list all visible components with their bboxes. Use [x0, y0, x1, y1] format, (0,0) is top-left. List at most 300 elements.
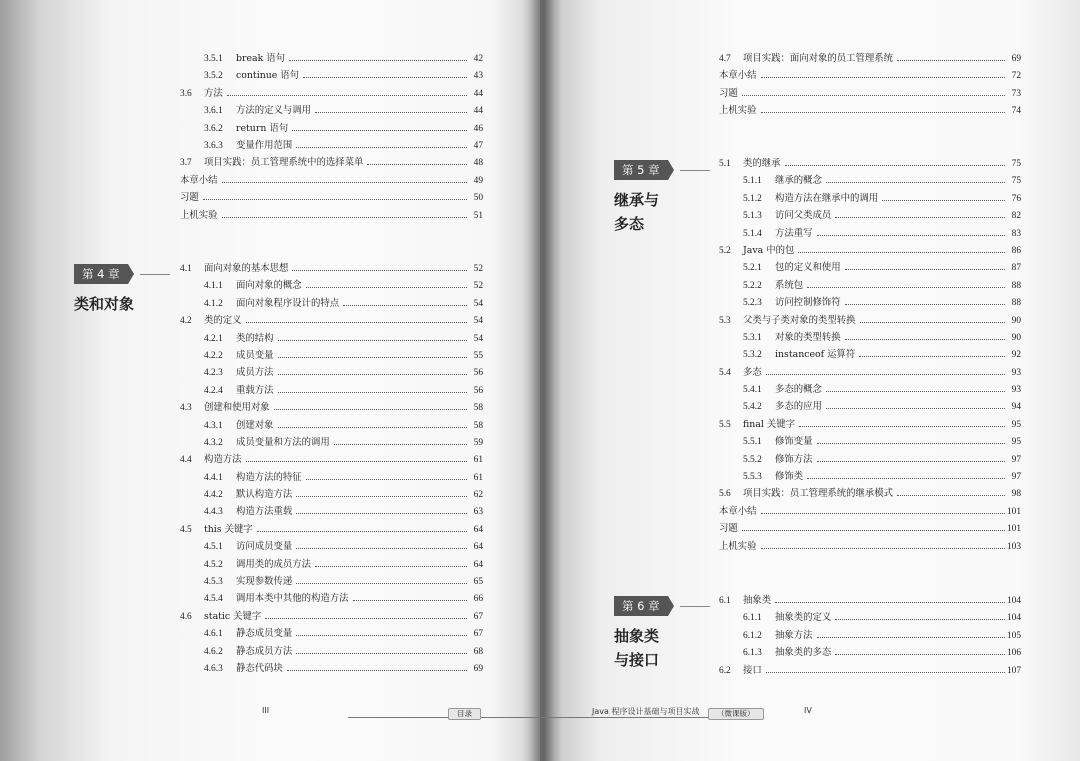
edition-tab: （微课版） [708, 708, 764, 720]
toc-dot-leader [807, 287, 1005, 288]
toc-entry-title: 成员方法 [236, 367, 274, 379]
toc-entry-number: 3.5.2 [204, 71, 223, 82]
toc-entry-number: 5.4.1 [743, 385, 762, 396]
toc-entry-page: 50 [473, 193, 483, 204]
toc-entry-number: 4.4.3 [204, 507, 223, 518]
toc-entry-page: 64 [473, 559, 483, 570]
toc-entry-title: 访问成员变量 [236, 541, 293, 553]
toc-entry [180, 312, 483, 329]
toc-entry [180, 538, 483, 555]
toc-dot-leader [246, 461, 467, 462]
toc-entry-number: 4.5 [180, 524, 192, 535]
toc-dot-leader [343, 305, 467, 306]
toc-chapter-4 [180, 260, 483, 677]
toc-entry-page: 88 [1011, 280, 1021, 291]
toc-entry [719, 242, 1021, 259]
toc-entry-title: 调用类的成员方法 [236, 558, 312, 570]
toc-dot-leader [897, 495, 1005, 496]
toc-entry-page: 48 [473, 158, 483, 169]
toc-entry-title: 默认构造方法 [236, 489, 293, 501]
toc-entry-page: 95 [1011, 419, 1021, 430]
toc-entry-number: 4.2 [180, 316, 192, 327]
toc-entry-title: Java 中的包 [743, 244, 795, 256]
toc-entry-number: 4.5.3 [204, 577, 223, 588]
toc-entry-title: 多态 [743, 366, 762, 378]
toc-entry-title: 修饰变量 [775, 436, 813, 448]
toc-entry [719, 155, 1021, 172]
toc-entry [719, 538, 1021, 555]
toc-entry-number: 3.7 [180, 158, 192, 169]
toc-dot-leader [817, 637, 1005, 638]
toc-entry-number: 4.4.1 [204, 472, 223, 483]
toc-dot-leader [265, 618, 467, 619]
toc-entry [180, 643, 483, 660]
toc-entry-page: 69 [473, 663, 483, 674]
toc-dot-leader [292, 130, 467, 131]
toc-entry [180, 573, 483, 590]
toc-entry-page: 75 [1011, 159, 1021, 169]
toc-dot-leader [287, 670, 467, 671]
toc-entry-page: 66 [473, 594, 483, 605]
toc-dot-leader [278, 392, 467, 393]
toc-entry-title: 重载方法 [236, 384, 274, 396]
toc-entry-number: 4.4.2 [204, 490, 223, 501]
toc-entry [180, 137, 483, 154]
toc-entry-page: 44 [473, 106, 483, 117]
toc-entry-number: 5.5.1 [743, 437, 762, 448]
chapter-6-title-line-2: 与接口 [614, 651, 660, 669]
toc-entry-title: 方法的定义与调用 [236, 105, 312, 117]
toc-entry [719, 451, 1021, 468]
toc-entry [719, 398, 1021, 415]
toc-dot-leader [766, 374, 1005, 375]
toc-dot-leader [292, 270, 467, 271]
toc-entry-number: 5.2.1 [743, 263, 762, 274]
toc-dot-leader [246, 322, 467, 323]
toc-entry [180, 625, 483, 642]
toc-entry [180, 207, 483, 224]
toc-dot-leader [761, 548, 1005, 549]
toc-entry-title: 项目实践：员工管理系统的继承模式 [743, 488, 894, 500]
toc-entry-number: 3.6 [180, 88, 192, 99]
toc-entry-title: 面向对象的基本思想 [204, 263, 289, 274]
toc-entry [719, 609, 1021, 626]
toc-entry-title: 本章小结 [719, 70, 757, 82]
toc-entry-title: 构造方法的特征 [236, 471, 302, 483]
toc-entry [719, 627, 1021, 644]
toc-entry-page: 106 [1006, 648, 1021, 659]
toc-dot-leader [306, 479, 467, 480]
toc-entry [180, 556, 483, 573]
toc-entry [719, 259, 1021, 276]
toc-entry-page: 107 [1006, 665, 1021, 676]
toc-entry-title: 抽象类 [743, 595, 772, 606]
toc-entry [180, 347, 483, 364]
toc-entry [719, 102, 1021, 119]
toc-entry [719, 190, 1021, 207]
toc-dot-leader [845, 269, 1005, 270]
toc-entry [180, 382, 483, 399]
toc-entry-number: 5.3.1 [743, 332, 762, 343]
chapter-6-badge: 第 6 章 [614, 596, 668, 616]
toc-dot-leader [306, 287, 467, 288]
toc-dot-leader [761, 77, 1005, 78]
toc-dot-leader [296, 583, 467, 584]
footer-tab-toc: 目录 [448, 708, 481, 720]
toc-entry [719, 468, 1021, 485]
toc-entry-title: 调用本类中其他的构造方法 [236, 593, 349, 605]
toc-entry-page: 43 [473, 71, 483, 82]
toc-entry-title: 项目实践：员工管理系统中的选择菜单 [204, 157, 364, 169]
toc-entry-number: 5.4 [719, 367, 731, 378]
chapter-5-title-line-1: 继承与 [614, 191, 660, 209]
toc-entry-page: 42 [473, 54, 483, 64]
toc-entry-page: 97 [1011, 454, 1021, 465]
toc-entry-title: break 语句 [236, 53, 286, 64]
toc-entry [180, 120, 483, 137]
toc-entry-page: 54 [473, 298, 483, 309]
toc-entry-title: 访问控制修饰符 [775, 297, 841, 309]
toc-entry-title: return 语句 [236, 122, 289, 134]
toc-entry [719, 364, 1021, 381]
toc-dot-leader [785, 165, 1005, 166]
chapter-5-title [614, 188, 659, 236]
toc-entry-page: 52 [473, 281, 483, 292]
toc-entry-page: 54 [473, 333, 483, 344]
toc-entry-number: 6.1 [719, 596, 731, 606]
toc-entry-page: 52 [473, 264, 483, 274]
toc-entry [180, 67, 483, 84]
left-footer-line [348, 717, 540, 718]
toc-dot-leader [845, 304, 1005, 305]
toc-entry-page: 95 [1011, 437, 1021, 448]
toc-entry-page: 73 [1011, 88, 1021, 99]
toc-entry-page: 59 [473, 437, 483, 448]
toc-entry [719, 277, 1021, 294]
toc-entry-number: 4.2.2 [204, 350, 223, 361]
toc-entry-title: 项目实践：面向对象的员工管理系统 [743, 53, 894, 64]
toc-entry-page: 82 [1011, 211, 1021, 222]
toc-left-top [180, 50, 483, 224]
toc-entry [180, 154, 483, 171]
toc-entry-page: 101 [1006, 524, 1021, 535]
toc-dot-leader [296, 548, 467, 549]
toc-entry-number: 4.6 [180, 611, 192, 622]
toc-entry-title: 抽象方法 [775, 629, 813, 641]
toc-entry-page: 105 [1006, 630, 1021, 641]
toc-entry [180, 590, 483, 607]
toc-entry-page: 83 [1011, 228, 1021, 239]
toc-entry-title: 本章小结 [719, 505, 757, 517]
toc-entry-title: 访问父类成员 [775, 210, 832, 222]
toc-dot-leader [835, 654, 1005, 655]
toc-dot-leader [826, 408, 1005, 409]
toc-entry-title: 方法 [204, 87, 223, 99]
toc-entry-page: 86 [1011, 245, 1021, 256]
right-footer-line [540, 717, 720, 718]
toc-entry-number: 5.1.2 [743, 193, 762, 204]
toc-entry-number: 4.3.1 [204, 420, 223, 431]
toc-dot-leader [835, 217, 1005, 218]
toc-dot-leader [257, 531, 467, 532]
toc-entry-title: continue 语句 [236, 70, 300, 82]
toc-dot-leader [798, 252, 1005, 253]
toc-entry-title: 抽象类的多态 [775, 647, 832, 659]
toc-entry-title: 修饰方法 [775, 453, 813, 465]
toc-entry-number: 3.6.2 [204, 123, 223, 134]
toc-dot-leader [799, 426, 1005, 427]
toc-entry [180, 189, 483, 206]
toc-entry-page: 75 [1011, 176, 1021, 187]
toc-dot-leader [296, 635, 467, 636]
toc-right-top [719, 50, 1021, 120]
toc-dot-leader [296, 147, 467, 148]
toc-entry-page: 64 [473, 524, 483, 535]
toc-entry-number: 5.6 [719, 489, 731, 500]
toc-entry-title: 上机实验 [719, 105, 757, 117]
toc-dot-leader [296, 653, 467, 654]
toc-entry-page: 63 [473, 507, 483, 518]
toc-dot-leader [278, 427, 467, 428]
toc-entry-title: 方法重写 [775, 227, 813, 239]
toc-dot-leader [742, 95, 1005, 96]
toc-entry-title: 修饰类 [775, 471, 804, 483]
toc-entry [180, 660, 483, 677]
toc-entry-title: 变量作用范围 [236, 139, 293, 151]
toc-dot-leader [334, 444, 467, 445]
toc-entry-number: 4.4 [180, 455, 192, 466]
toc-entry-page: 103 [1006, 541, 1021, 552]
toc-entry-page: 58 [473, 420, 483, 431]
toc-entry [180, 417, 483, 434]
toc-entry-number: 3.6.1 [204, 106, 223, 117]
toc-entry-number: 4.2.4 [204, 385, 223, 396]
toc-entry-number: 6.1.2 [743, 630, 762, 641]
toc-dot-leader [303, 77, 467, 78]
toc-entry [180, 102, 483, 119]
toc-entry [719, 520, 1021, 537]
toc-entry-number: 4.6.3 [204, 663, 223, 674]
toc-entry-page: 68 [473, 646, 483, 657]
toc-entry-page: 51 [473, 210, 483, 221]
chapter-5-title-line-2: 多态 [614, 215, 645, 233]
toc-entry-page: 67 [473, 629, 483, 640]
toc-entry-page: 97 [1011, 472, 1021, 483]
toc-entry-number: 5.4.2 [743, 402, 762, 413]
toc-dot-leader [278, 374, 467, 375]
toc-entry-title: 多态的概念 [775, 384, 822, 396]
toc-entry-number: 3.6.3 [204, 140, 223, 151]
toc-entry [180, 330, 483, 347]
toc-entry-title: 构造方法重载 [236, 506, 293, 518]
toc-dot-leader [353, 600, 467, 601]
toc-entry-number: 5.2.3 [743, 298, 762, 309]
toc-entry-title: 面向对象程序设计的特点 [236, 297, 340, 309]
toc-entry [719, 172, 1021, 189]
toc-dot-leader [278, 340, 467, 341]
toc-entry [180, 260, 483, 277]
toc-entry-number: 5.5.2 [743, 454, 762, 465]
toc-entry-number: 5.5 [719, 419, 731, 430]
toc-entry-title: 继承的概念 [775, 175, 822, 187]
toc-entry-number: 6.1.1 [743, 613, 762, 624]
toc-dot-leader [296, 513, 467, 514]
toc-entry-title: 类的定义 [204, 315, 242, 327]
toc-entry [180, 399, 483, 416]
toc-dot-leader [826, 182, 1005, 183]
chapter-4-title [74, 292, 134, 316]
toc-entry-page: 94 [1011, 402, 1021, 413]
toc-entry-title: final 关键字 [743, 418, 795, 430]
toc-entry-page: 88 [1011, 298, 1021, 309]
toc-dot-leader [766, 672, 1005, 673]
toc-entry-title: 接口 [743, 664, 762, 676]
toc-dot-leader [203, 199, 467, 200]
toc-entry-page: 74 [1011, 106, 1021, 117]
chapter-4-rule [140, 274, 170, 275]
toc-entry-title: 实现参数传递 [236, 576, 293, 588]
toc-entry [180, 521, 483, 538]
toc-entry-page: 58 [473, 403, 483, 414]
chapter-6-title-line-1: 抽象类 [614, 627, 660, 645]
toc-entry-title: 成员变量 [236, 349, 274, 361]
toc-entry-number: 4.7 [719, 54, 731, 64]
toc-entry-title: this 关键字 [204, 523, 253, 535]
toc-entry-title: 类的继承 [743, 158, 781, 169]
toc-entry [719, 644, 1021, 661]
toc-entry-number: 5.1.1 [743, 176, 762, 187]
toc-entry-title: instanceof 运算符 [775, 349, 856, 361]
toc-entry-number: 5.1.4 [743, 228, 762, 239]
toc-dot-leader [817, 443, 1005, 444]
left-page-number: III [262, 706, 270, 715]
toc-entry-page: 64 [473, 542, 483, 553]
toc-dot-leader [296, 496, 467, 497]
toc-entry-title: 习题 [180, 192, 199, 204]
toc-entry-number: 4.1.1 [204, 281, 223, 292]
toc-entry-number: 4.5.2 [204, 559, 223, 570]
toc-entry [180, 295, 483, 312]
toc-entry [180, 503, 483, 520]
toc-entry-title: 静态成员方法 [236, 645, 293, 657]
toc-entry-page: 98 [1011, 489, 1021, 500]
chapter-6-rule [680, 606, 710, 607]
toc-entry-page: 46 [473, 123, 483, 134]
toc-dot-leader [775, 602, 1005, 603]
chapter-4-title-line: 类和对象 [74, 295, 135, 313]
toc-entry-title: 静态代码块 [236, 662, 283, 674]
toc-entry-title: 静态成员变量 [236, 628, 293, 640]
toc-entry-title: 习题 [719, 87, 738, 99]
toc-entry-page: 72 [1011, 71, 1021, 82]
toc-entry [719, 225, 1021, 242]
toc-entry-page: 90 [1011, 332, 1021, 343]
toc-entry-page: 47 [473, 140, 483, 151]
toc-entry-number: 5.3.2 [743, 350, 762, 361]
toc-entry-title: 父类与子类对象的类型转换 [743, 314, 856, 326]
toc-entry-number: 5.2.2 [743, 280, 762, 291]
toc-entry [180, 50, 483, 67]
toc-dot-leader [222, 217, 467, 218]
toc-dot-leader [761, 112, 1005, 113]
toc-entry-number: 4.2.3 [204, 368, 223, 379]
toc-entry-page: 61 [473, 472, 483, 483]
toc-entry-page: 67 [473, 611, 483, 622]
toc-dot-leader [761, 513, 1005, 514]
toc-dot-leader [845, 339, 1005, 340]
toc-entry-title: 成员变量和方法的调用 [236, 436, 330, 448]
toc-entry [719, 329, 1021, 346]
toc-entry-page: 87 [1011, 263, 1021, 274]
toc-entry [719, 207, 1021, 224]
toc-dot-leader [835, 619, 1005, 620]
toc-entry [719, 312, 1021, 329]
toc-entry-title: 抽象类的定义 [775, 612, 832, 624]
toc-entry [180, 277, 483, 294]
toc-entry-page: 69 [1011, 54, 1021, 64]
toc-entry-page: 49 [473, 175, 483, 186]
toc-dot-leader [817, 235, 1005, 236]
toc-entry [180, 434, 483, 451]
toc-entry-number: 5.5.3 [743, 472, 762, 483]
toc-entry-number: 4.5.4 [204, 594, 223, 605]
toc-entry [719, 294, 1021, 311]
toc-entry-page: 55 [473, 350, 483, 361]
toc-entry-page: 56 [473, 385, 483, 396]
toc-dot-leader [222, 182, 467, 183]
toc-dot-leader [826, 391, 1005, 392]
toc-entry-number: 4.6.2 [204, 646, 223, 657]
toc-entry-title: 面向对象的概念 [236, 280, 302, 292]
toc-entry-title: 习题 [719, 523, 738, 535]
toc-entry-page: 93 [1011, 367, 1021, 378]
toc-entry [719, 416, 1021, 433]
toc-entry [180, 469, 483, 486]
toc-entry-title: 对象的类型转换 [775, 331, 841, 343]
chapter-5-badge: 第 5 章 [614, 160, 668, 180]
right-page-number: IV [804, 706, 812, 715]
book-gutter [522, 0, 562, 761]
toc-entry-title: 系统包 [775, 279, 804, 291]
toc-dot-leader [367, 164, 467, 165]
toc-entry-title: 构造方法 [204, 454, 242, 466]
toc-chapter-6 [719, 592, 1021, 679]
toc-dot-leader [859, 356, 1005, 357]
toc-entry-number: 5.3 [719, 315, 731, 326]
toc-entry [719, 85, 1021, 102]
toc-entry [719, 503, 1021, 520]
toc-entry [180, 85, 483, 102]
toc-entry [719, 50, 1021, 67]
toc-dot-leader [897, 60, 1005, 61]
toc-entry-title: 创建对象 [236, 419, 274, 431]
toc-entry-title: 构造方法在继承中的调用 [775, 192, 879, 204]
toc-entry-page: 101 [1006, 506, 1021, 517]
toc-entry [180, 364, 483, 381]
toc-entry-page: 92 [1011, 350, 1021, 361]
toc-entry-page: 104 [1006, 596, 1021, 606]
toc-entry-title: 创建和使用对象 [204, 402, 270, 414]
toc-entry-title: static 关键字 [204, 610, 262, 622]
toc-dot-leader [807, 478, 1005, 479]
toc-entry-page: 90 [1011, 315, 1021, 326]
toc-entry-number: 4.3.2 [204, 437, 223, 448]
toc-entry-number: 4.2.1 [204, 333, 223, 344]
toc-entry [719, 346, 1021, 363]
toc-entry [719, 433, 1021, 450]
toc-entry [180, 451, 483, 468]
chapter-5-rule [680, 170, 710, 171]
